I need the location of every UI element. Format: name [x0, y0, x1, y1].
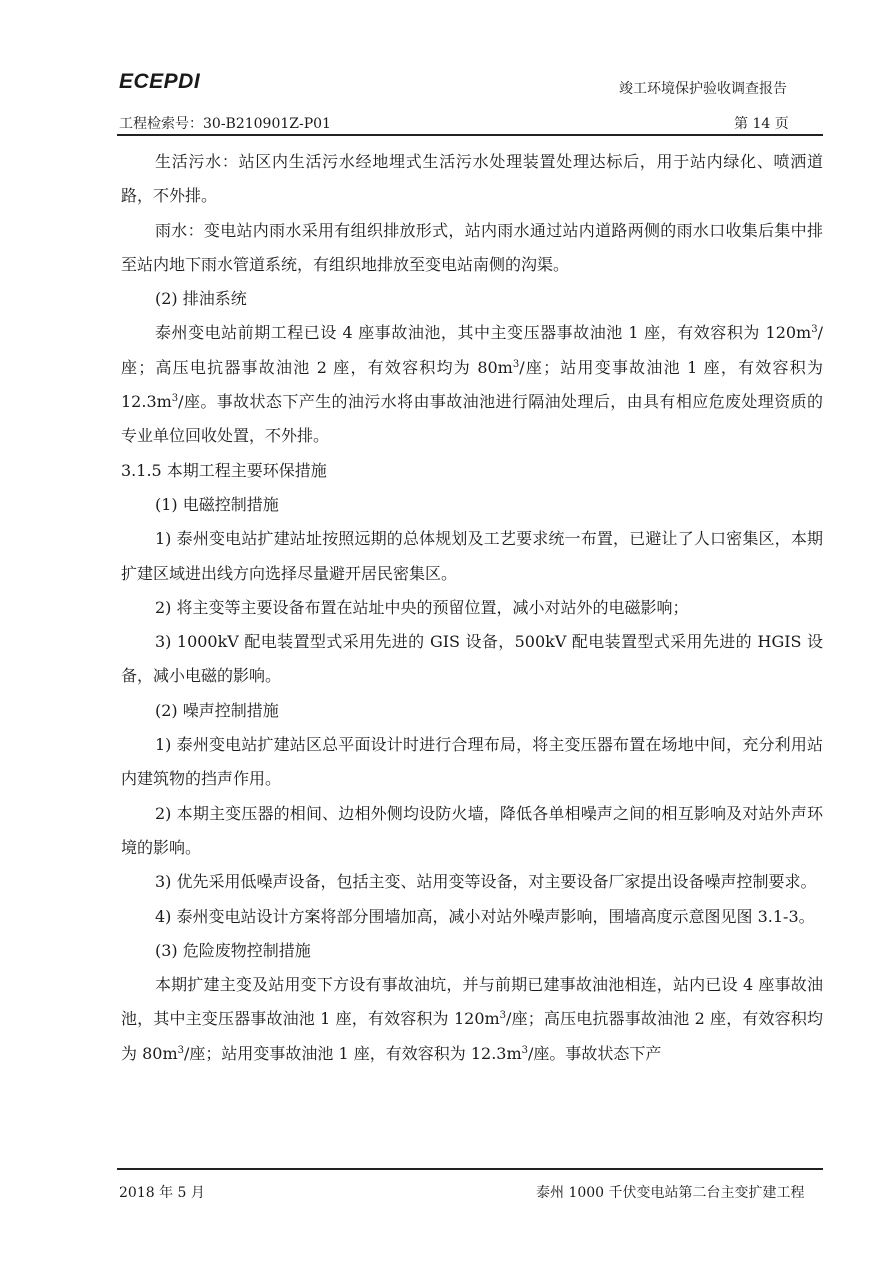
report-title: 竣工环境保护验收调查报告 [619, 81, 787, 97]
header-rule [117, 134, 823, 136]
paragraph-rainwater: 雨水：变电站内雨水采用有组织排放形式，站内雨水通过站内道路两侧的雨水口收集后集中排至站内地下雨水管道系统，有组织地排放至变电站南侧的沟渠。 [121, 220, 823, 274]
page-number: 第 14 页 [734, 116, 789, 132]
body-text [121, 145, 823, 1071]
subheading-em-control: (1) 电磁控制措施 [155, 494, 279, 514]
paragraph-em-3: 3) 1000kV 配电装置型式采用先进的 GIS 设备，500kV 配电装置型式采用先进的 HGIS 设备，减小电磁的影响。 [121, 632, 823, 686]
subheading-hazardous-waste: (3) 危险废物控制措施 [155, 940, 311, 960]
paragraph-noise-4: 4) 泰州变电站设计方案将部分围墙加高，减小对站外噪声影响，围墙高度示意图见图 3.1-3。 [155, 906, 815, 926]
subheading-noise-control: (2) 噪声控制措施 [155, 700, 279, 720]
paragraph-em-2: 2) 将主变等主要设备布置在站址中央的预留位置，减小对站外的电磁影响； [155, 597, 689, 617]
paragraph-hazardous-waste: 本期扩建主变及站用变下方设有事故油坑，并与前期已建事故油池相连，站内已设 4 座事故油池，其中主变压器事故油池 1 座，有效容积为 $120m^3/$座；高压电抗器事故油池 2 座，有效容积均为 $80m^3/$座；站用变事故油池 1 座，有效容积为 $12.3m^3/$座。事故状态下产 [121, 975, 823, 1063]
section-heading-3-1-5: 3.1.5 本期工程主要环保措施 [121, 460, 327, 480]
paragraph-noise-1: 1) 泰州变电站扩建站区总平面设计时进行合理布局，将主变压器布置在场地中间，充分利用站内建筑物的挡声作用。 [121, 735, 823, 789]
footer-date: 2018 年 5 月 [119, 1185, 205, 1201]
footer-rule [117, 1168, 823, 1170]
project-index-number: 工程检索号：30-B210901Z-P01 [119, 116, 331, 132]
paragraph-domestic-sewage: 生活污水：站区内生活污水经地埋式生活污水处理装置处理达标后，用于站内绿化、喷洒道路，不外排。 [121, 152, 823, 206]
footer-project-name: 泰州 1000 千伏变电站第二台主变扩建工程 [536, 1185, 805, 1201]
paragraph-em-1: 1) 泰州变电站扩建站址按照远期的总体规划及工艺要求统一布置，已避让了人口密集区，本期扩建区域进出线方向选择尽量避开居民密集区。 [121, 529, 823, 583]
paragraph-noise-2: 2) 本期主变压器的相间、边相外侧均设防火墙，降低各单相噪声之间的相互影响及对站外声环境的影响。 [121, 803, 823, 857]
paragraph-noise-3: 3) 优先采用低噪声设备，包括主变、站用变等设备，对主要设备厂家提出设备噪声控制要求。 [155, 872, 817, 892]
paragraph-oil-pits-previous: 泰州变电站前期工程已设 4 座事故油池，其中主变压器事故油池 1 座，有效容积为 $120m^3/$座；高压电抗器事故油池 2 座，有效容积均为 $80m^3/$座；站用变事故油池 1 座，有效容积为 $12.3m^3/$座。事故状态下产生的油污水将由事故油池进行隔油处理后，由具有相应危废处理资质的专业单位回收处置，不外排。 [121, 323, 823, 446]
subheading-oil-drainage: (2) 排油系统 [155, 289, 247, 309]
company-logo: ECEPDI [119, 70, 201, 93]
